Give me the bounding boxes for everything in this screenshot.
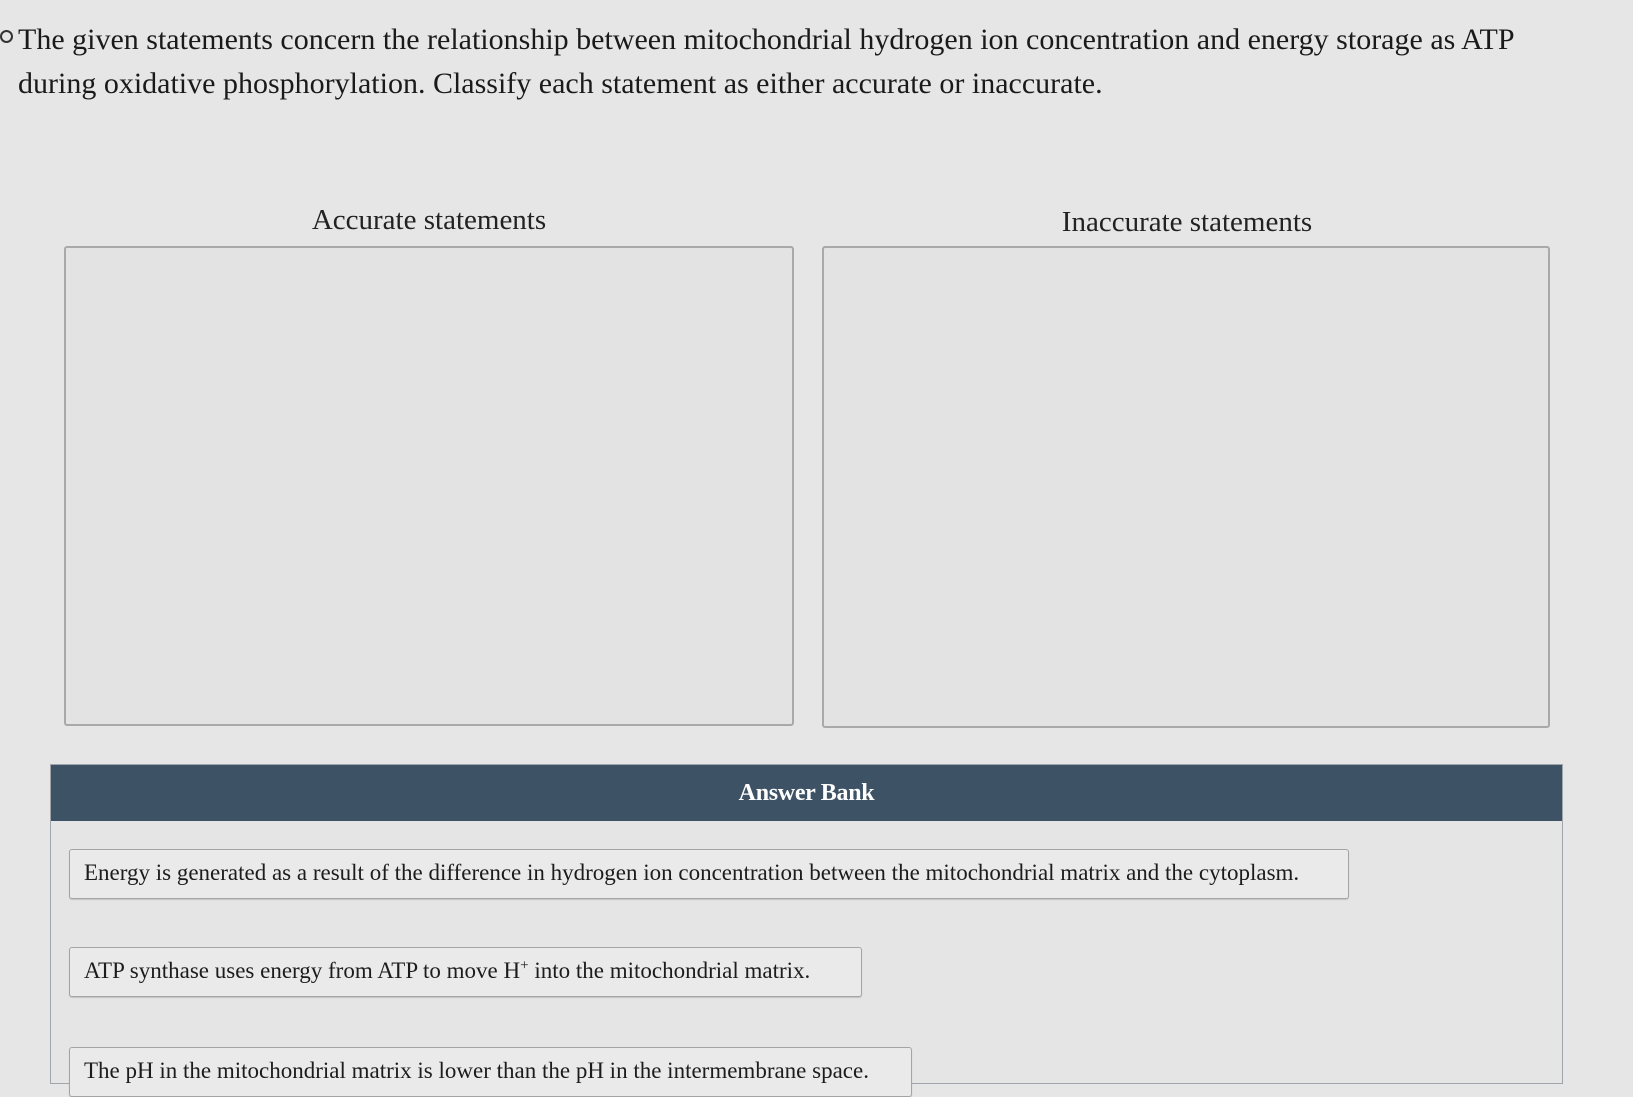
accurate-dropzone[interactable] [64,246,794,726]
inaccurate-statements-label: Inaccurate statements [1061,206,1313,238]
answer-bank [50,764,1563,1084]
answer-chip-atp-synthase-text-end: into the mitochondrial matrix. [528,958,811,983]
answer-chip-energy-generated[interactable]: Energy is generated as a result of the difference in hydrogen ion concentration between the mitochondrial matrix and the cytoplasm. [69,849,1349,899]
answer-chip-atp-synthase-text: ATP synthase uses energy from ATP to move H [84,958,521,983]
accurate-statements-label: Accurate statements [311,204,547,236]
answer-bank-title: Answer Bank [51,765,1562,821]
inaccurate-dropzone[interactable] [822,246,1550,728]
answer-chip-atp-synthase[interactable] [69,947,862,997]
question-text: The given statements concern the relationship between mitochondrial hydrogen ion concentration and energy storage as ATP during oxidative phosphorylation. Classify each statement as either accurate or inaccurate. [18,23,1514,100]
answer-chip-ph-matrix[interactable]: The pH in the mitochondrial matrix is lower than the pH in the intermembrane space. [69,1047,912,1097]
h-plus-superscript: + [520,957,529,974]
question-bullet-icon [0,30,13,43]
